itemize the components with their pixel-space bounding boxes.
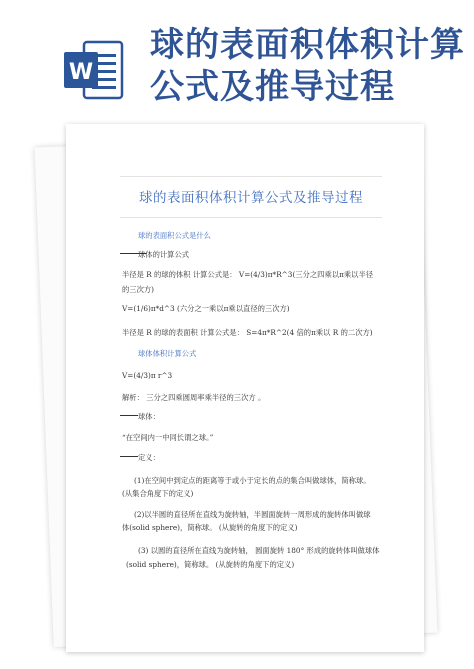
surface-formula-line: 半径是 R 的球的表面积 计算公式是： S=4π*R^2(4 倍的π乘以 R 的二次方)	[122, 328, 373, 337]
classical-quote: “在空间内一中同长谓之球。”	[122, 433, 214, 442]
volume-formula-short: V=(4/3)π r^3	[122, 371, 173, 380]
word-document-icon	[62, 38, 126, 102]
formula-analysis: 解析： 三分之四乘圆周率乘半径的三次方 。	[122, 393, 266, 402]
definition-3-line-1: (3) 以圆的直径所在直线为旋转轴， 圆面旋转 180° 形成的旋转体叫做球体	[138, 546, 380, 555]
volume-title: 球体的计算公式	[138, 250, 190, 259]
document-title: 球的表面积体积计算公式及推导过程	[139, 190, 363, 206]
definition-1-line-2: (从集合角度下的定义)	[122, 489, 194, 498]
definition-2-line-2: 体(solid sphere)，简称球。 (从旋转的角度下的定义)	[122, 523, 298, 532]
definition-2-line-1: (2)以半圆的直径所在直线为旋转轴，半圆面旋转一周形成的旋转体叫做球	[134, 510, 371, 519]
volume-formula-line-3: V=(1/6)π*d^3 (六分之一乘以π乘以直径的三次方)	[122, 304, 290, 313]
definition-label: 定义：	[138, 453, 160, 462]
word-letter: W	[68, 60, 94, 85]
definition-3-line-2: (solid sphere)，简称球。 (从旋转的角度下的定义)	[126, 560, 295, 569]
ball-label: 球体：	[138, 412, 160, 421]
link-heading-surface-formula[interactable]: 球的表面积公式是什么	[138, 231, 211, 240]
definition-1-line-1: (1)在空间中到定点的距离等于或小于定长的点的集合叫做球体，简称球。	[134, 476, 371, 485]
volume-formula-line-2: 的三次方)	[122, 285, 155, 294]
divider-line	[120, 456, 138, 457]
divider-line	[120, 415, 138, 416]
document-page	[66, 124, 424, 652]
document-title-box	[120, 176, 382, 218]
banner-title: 球的表面积体积计算公式及推导过程	[150, 25, 465, 107]
header-banner	[0, 0, 474, 112]
volume-formula-line-1: 半径是 R 的球的体积 计算公式是： V=(4/3)π*R^3(三分之四乘以π乘以半径	[122, 270, 374, 279]
link-heading-volume-formula[interactable]: 球体体积计算公式	[138, 349, 197, 358]
